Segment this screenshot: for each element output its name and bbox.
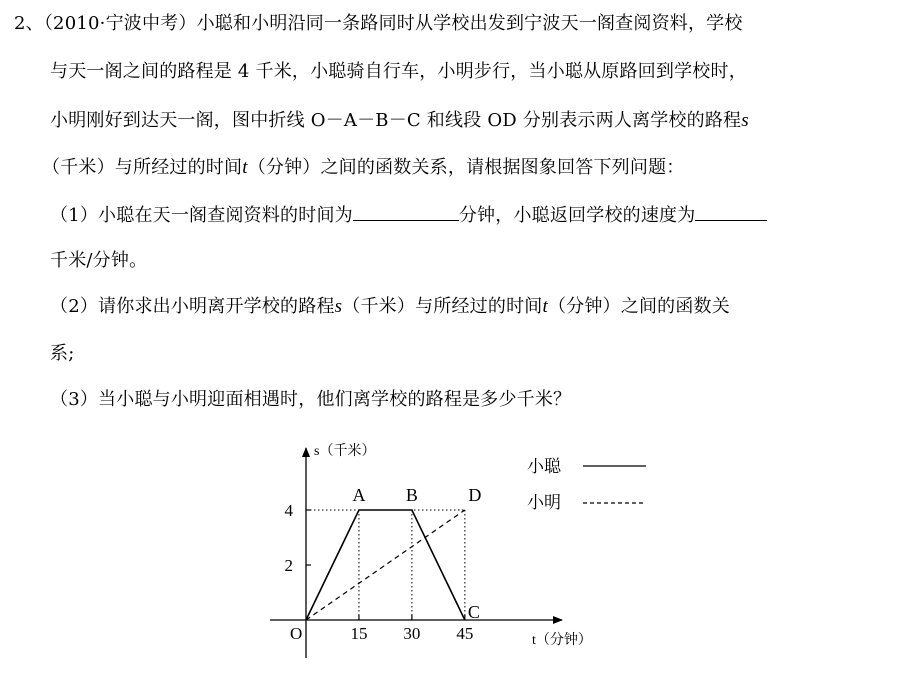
point-label-D: D (468, 485, 482, 505)
y-axis-label: s（千米） (314, 444, 376, 459)
x-tick-label-15: 15 (350, 624, 368, 643)
problem-line-1: 2、（2010·宁波中考）小聪和小明沿同一条路同时从学校出发到宁波天一阁查阅资料，学校 (14, 13, 743, 34)
x-tick-label-30: 30 (403, 624, 421, 643)
question-2: （2）请你求出小明离开学校的路程s（千米）与所经过的时间t（分钟）之间的函数关 (50, 296, 730, 317)
question-1-unit: 千米/分钟。 (50, 250, 148, 271)
y-tick-label-2: 2 (284, 556, 293, 575)
answer-blank-2[interactable] (695, 202, 767, 221)
var-s: s (741, 110, 749, 131)
function-graph (260, 430, 680, 665)
point-label-A: A (352, 485, 366, 505)
question-3: （3）当小聪与小明迎面相遇时，他们离学校的路程是多少千米？ (50, 389, 572, 410)
point-label-C: C (467, 602, 480, 622)
legend (527, 457, 646, 512)
legend-label-xiaocong: 小聪 (527, 457, 561, 476)
series-line-1 (306, 510, 465, 620)
problem-line-3: 小明刚好到达天一阁，图中折线 O－A－B－C 和线段 OD 分别表示两人离学校的路程s (50, 110, 749, 131)
var-t: t (242, 157, 248, 178)
origin-label: O (290, 624, 303, 643)
x-tick-label-45: 45 (456, 624, 474, 643)
problem-line-4: （千米）与所经过的时间t（分钟）之间的函数关系，请根据图象回答下列问题： (42, 157, 685, 178)
question-2-cont: 系; (50, 343, 75, 364)
legend-label-xiaoming: 小明 (527, 493, 561, 512)
x-axis-label: t（分钟） (532, 633, 592, 648)
point-label-B: B (405, 485, 418, 505)
question-1: （1）小聪在天一阁查阅资料的时间为 分钟，小聪返回学校的速度为 (50, 202, 767, 228)
y-tick-label-4: 4 (284, 501, 293, 520)
problem-line-2: 与天一阁之间的路程是 4 千米，小聪骑自行车，小明步行，当小聪从原路回到学校时， (50, 61, 747, 82)
answer-blank-1[interactable] (353, 202, 459, 221)
